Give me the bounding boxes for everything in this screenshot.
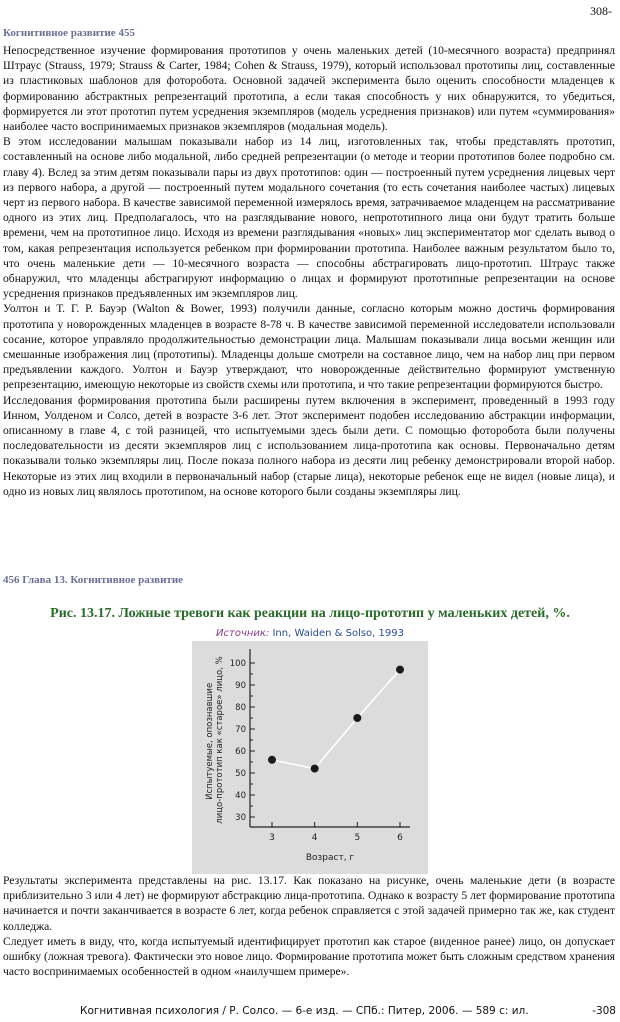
series-line [272, 670, 400, 769]
figure-source-label: Источник: [216, 628, 270, 639]
x-tick-label: 5 [354, 833, 361, 843]
y-tick-label: 50 [235, 769, 246, 779]
body-text-1 [3, 43, 615, 499]
x-tick-label: 4 [311, 833, 318, 843]
figure-title: Рис. 13.17. Ложные тревоги как реакции на лицо-прототип у маленьких детей, %. [50, 606, 570, 621]
figure-chart [192, 641, 428, 874]
page-number-top: 308- [590, 4, 612, 18]
paragraph: Исследования формирования прототипа были расширены путем включения в эксперимент, проведенный в 1993 году Инном, Уолденом и Солсо, детей в возрасте 3-6 лет. Этот эксперимент подобен исследованию абстракции информации, описанному в главе 4, с той разницей, что испытуемыми здесь были дети. С помощью фоторобота были получены последовательности из десяти экземпляров лиц с использованием лица-прототипа как основы. Первоначально детям показывали только экземпляры лиц. После показа полного набора из десяти лиц ребенку демонстрировали второй набор. Некоторые из этих лиц входили в первоначальный набор (старые лица), некоторые ребенок еще не видел (новые лица), и одно из новых лиц являлось прототипом, на основе которого были созданы экземпляры лиц. [3, 393, 615, 498]
x-axis-label: Возраст, г [305, 853, 355, 863]
paragraph: Непосредственное изучение формирования прототипов у очень маленьких детей (10-месячного возраста) предпринял Штраус (Strauss, 1979; Strauss & Carter, 1984; Cohen & Strauss, 1979), который использовал прототипы лиц, составленные из пластиковых шаблонов для фоторобота. Основной задачей эксперимента было оценить способности младенцев к формированию абстрактных репрезентаций прототипа, а если такая способность у них обнаружится, то убедиться, формируется ли этот прототип путем усреднения экземпляров (модель усреднения признаков) или путем «суммирования» наиболее часто воспринимаемых признаков экземпляров (модальная модель). [3, 44, 615, 134]
y-tick-label: 60 [235, 747, 246, 757]
data-point [268, 756, 276, 764]
y-tick-label: 100 [229, 659, 246, 669]
y-axis-label-line: лицо-прототип как «старое» лицо, % [215, 656, 225, 824]
paragraph: Результаты эксперимента представлены на рис. 13.17. Как показано на рисунке, очень маленькие дети (в возрасте приблизительно 3 или 4 лет) не формируют абстракцию лица-прототипа. Однако к возрасту 5 лет формирование прототипа начинается и почти заканчивается в возрасте 6 лет, когда ребенок справляется с этой задачей примерно так же, как студент колледжа. [3, 874, 615, 933]
line-chart [192, 641, 428, 874]
footer-page-number: -308 [592, 1005, 616, 1017]
data-point [396, 666, 404, 674]
figure-source [0, 628, 620, 639]
footer-citation: Когнитивная психология / Р. Солсо. — 6-е изд. — СПб.: Питер, 2006. — 589 с: ил. [80, 1005, 529, 1017]
data-point [311, 765, 319, 773]
y-tick-label: 40 [235, 791, 246, 801]
y-tick-label: 30 [235, 813, 246, 823]
y-axis-label-line: Испытуемые, опознавшие [205, 682, 215, 800]
x-tick-label: 6 [397, 833, 403, 843]
y-tick-label: 90 [235, 681, 246, 691]
body-text-2 [3, 873, 615, 979]
y-tick-label: 70 [235, 725, 246, 735]
data-point [353, 714, 361, 722]
running-head: Когнитивное развитие 455 [3, 27, 135, 39]
y-tick-label: 80 [235, 703, 246, 713]
paragraph: Уолтон и Т. Г. Р. Бауэр (Walton & Bower, 1993) получили данные, согласно которым можно достичь формирования прототипа у новорожденных младенцев в возрасте 8-78 ч. В качестве зависимой переменной исследователи использовали сосание, которое управляло продолжительностью демонстрации лица. Малышам показывали лица восьми женщин или смешанные изображения лиц (прототипы). Младенцы дольше смотрели на составное лицо, чем на набор лиц при первом предъявлении каждого. Уолтон и Бауэр утверждают, что новорожденные действительно формируют умственную репрезентацию, имеющую некоторые из свойств схемы или прототипа, и что такие репрезентации формируются быстро. [3, 302, 615, 392]
paragraph: Следует иметь в виду, что, когда испытуемый идентифицирует прототип как старое (виденное ранее) лицо, он допускает ошибку (ложная тревога). Фактически это новое лицо. Формирование прототипа может быть сложным средством хранения часто воспринимаемых особенностей в одном «наилучшем примере». [3, 934, 615, 979]
x-tick-label: 3 [269, 833, 275, 843]
figure-source-text: Inn, Waiden & Solso, 1993 [269, 628, 404, 639]
running-head-chapter: 456 Глава 13. Когнитивное развитие [3, 574, 184, 586]
y-axis-label [205, 656, 225, 823]
paragraph: В этом исследовании малышам показывали набор из 14 лиц, изготовленных так, чтобы представлять прототип, составленный на основе либо модальной, либо средней репрезентации (о методе и теории прототипов более подробно см. главу 4). Вслед за этим детям показывали пары из двух прототипов: один — построенный путем усреднения лицевых черт из первого набора, а другой — построенный путем модального сочетания (то есть сочетания наиболее частых) лицевых черт из первого набора. В качестве зависимой переменной измерялось время, затрачиваемое младенцем на рассматривание одного из этих лиц. Предполагалось, что на разглядывание нового, непрототипного лица они будут тратить больше времени, чем на прототипное лицо. Исходя из времени разглядывания «новых» лиц экспериментатор мог сделать вывод о том, какая репрезентация используется ребенком при формировании прототипа. Наиболее важным результатом было то, что очень маленькие дети — 10-месячного возраста — способны абстрагировать лицо-прототип. Штраус также обнаружил, что младенцы абстрагируют информацию о лицах и формируют прототипные репрезентации на основе усреднения признаков предъявленных им экземпляров лиц. [3, 135, 615, 301]
